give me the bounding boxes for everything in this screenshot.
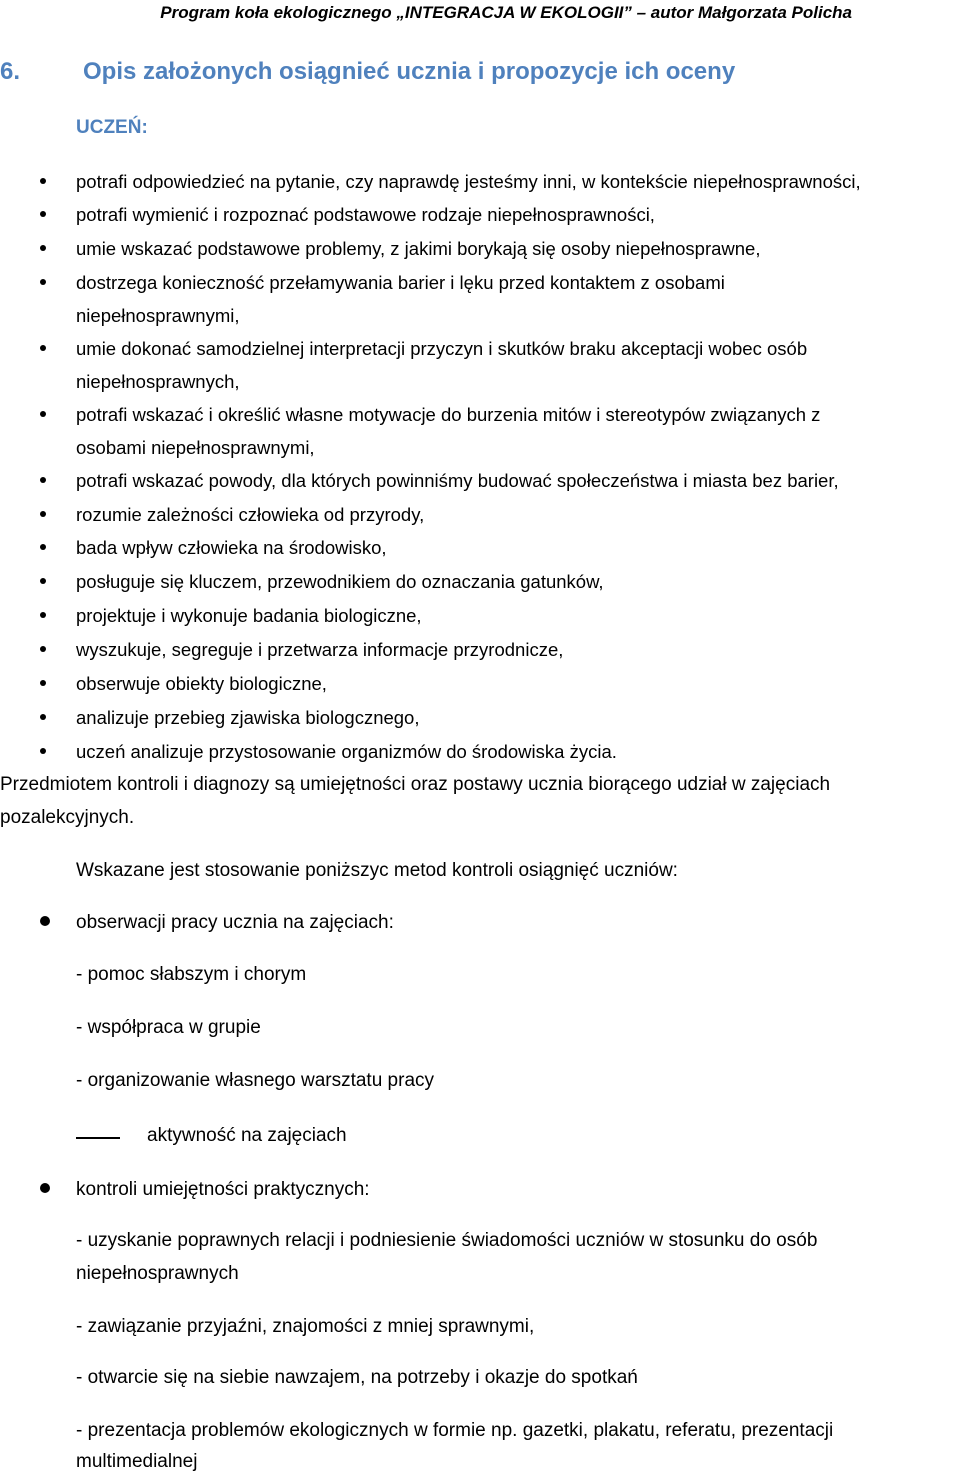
list-item-text: projektuje i wykonuje badania biologiczne, [76, 605, 422, 626]
list-item-text: potrafi wskazać powody, dla których powinniśmy budować społeczeństwa i miasta bez barier, [76, 470, 839, 491]
list-item-text: wyszukuje, segreguje i przetwarza informacje przyrodnicze, [76, 639, 564, 660]
list-item-text: niepełnosprawnymi, [76, 305, 240, 326]
bullet-icon [40, 578, 46, 584]
control-paragraph-line: Przedmiotem kontroli i diagnozy są umiejętności oraz postawy ucznia biorącego udział w zajęciach [0, 774, 831, 795]
bullet-icon [40, 245, 46, 251]
bullet-icon [40, 345, 46, 351]
method-subitem: aktywność na zajęciach [147, 1125, 347, 1146]
list-item-text: analizuje przebieg zjawiska biologcznego, [76, 707, 420, 728]
list-item-text: uczeń analizuje przystosowanie organizmów do środowiska życia. [76, 741, 617, 762]
list-item-text: posługuje się kluczem, przewodnikiem do oznaczania gatunków, [76, 571, 604, 592]
bullet-icon [40, 411, 46, 417]
method-subitem: multimedialnej [76, 1451, 198, 1472]
list-item-text: osobami niepełnosprawnymi, [76, 437, 315, 458]
bullet-icon [40, 646, 46, 652]
method-subitem: - pomoc słabszym i chorym [76, 964, 307, 985]
dash-icon [76, 1137, 120, 1139]
bullet-icon [40, 714, 46, 720]
bullet-icon [40, 511, 46, 517]
method-title: kontroli umiejętności praktycznych: [76, 1179, 370, 1200]
list-item-text: bada wpływ człowieka na środowisko, [76, 537, 387, 558]
list-item-text: rozumie zależności człowieka od przyrody, [76, 504, 425, 525]
bullet-icon [40, 748, 46, 754]
method-subitem: - uzyskanie poprawnych relacji i podniesienie świadomości uczniów w stosunku do osób [76, 1230, 818, 1251]
bullet-icon [40, 680, 46, 686]
method-title: obserwacji pracy ucznia na zajęciach: [76, 912, 394, 933]
list-item-text: potrafi odpowiedzieć na pytanie, czy naprawdę jesteśmy inni, w kontekście niepełnosprawności, [76, 171, 861, 192]
page-header: Program koła ekologicznego „INTEGRACJA W EKOLOGII” – autor Małgorzata Policha [160, 3, 852, 22]
bullet-icon [40, 1183, 50, 1193]
list-item-text: potrafi wymienić i rozpoznać podstawowe rodzaje niepełnosprawności, [76, 204, 655, 225]
list-item-text: umie dokonać samodzielnej interpretacji przyczyn i skutków braku akceptacji wobec osób [76, 338, 808, 359]
method-subitem: - zawiązanie przyjaźni, znajomości z mniej sprawnymi, [76, 1316, 535, 1337]
bullet-icon [40, 477, 46, 483]
bullet-icon [40, 916, 50, 926]
list-item-text: umie wskazać podstawowe problemy, z jakimi borykają się osoby niepełnosprawne, [76, 238, 761, 259]
method-subitem: - organizowanie własnego warsztatu pracy [76, 1070, 435, 1091]
bullet-icon [40, 612, 46, 618]
method-subitem: - współpraca w grupie [76, 1017, 261, 1038]
bullet-icon [40, 279, 46, 285]
list-item-text: niepełnosprawnych, [76, 371, 240, 392]
method-subitem: niepełnosprawnych [76, 1263, 239, 1284]
section-subtitle: UCZEŃ: [76, 117, 148, 138]
list-item-text: obserwuje obiekty biologiczne, [76, 673, 327, 694]
section-number: 6. [0, 58, 21, 85]
bullet-icon [40, 544, 46, 550]
control-paragraph-line: pozalekcyjnych. [0, 807, 135, 828]
bullet-icon [40, 211, 46, 217]
list-item-text: dostrzega konieczność przełamywania barier i lęku przed kontaktem z osobami [76, 272, 725, 293]
method-subitem: - prezentacja problemów ekologicznych w formie np. gazetki, plakatu, referatu, prezentacji [76, 1420, 834, 1441]
method-subitem: - otwarcie się na siebie nawzajem, na potrzeby i okazje do spotkań [76, 1367, 638, 1388]
section-title: Opis założonych osiągnieć ucznia i propozycje ich oceny [83, 58, 736, 85]
bullet-icon [40, 178, 46, 184]
methods-intro: Wskazane jest stosowanie poniższyc metod kontroli osiągnięć uczniów: [76, 860, 678, 881]
list-item-text: potrafi wskazać i określić własne motywacje do burzenia mitów i stereotypów związanych z [76, 404, 821, 425]
